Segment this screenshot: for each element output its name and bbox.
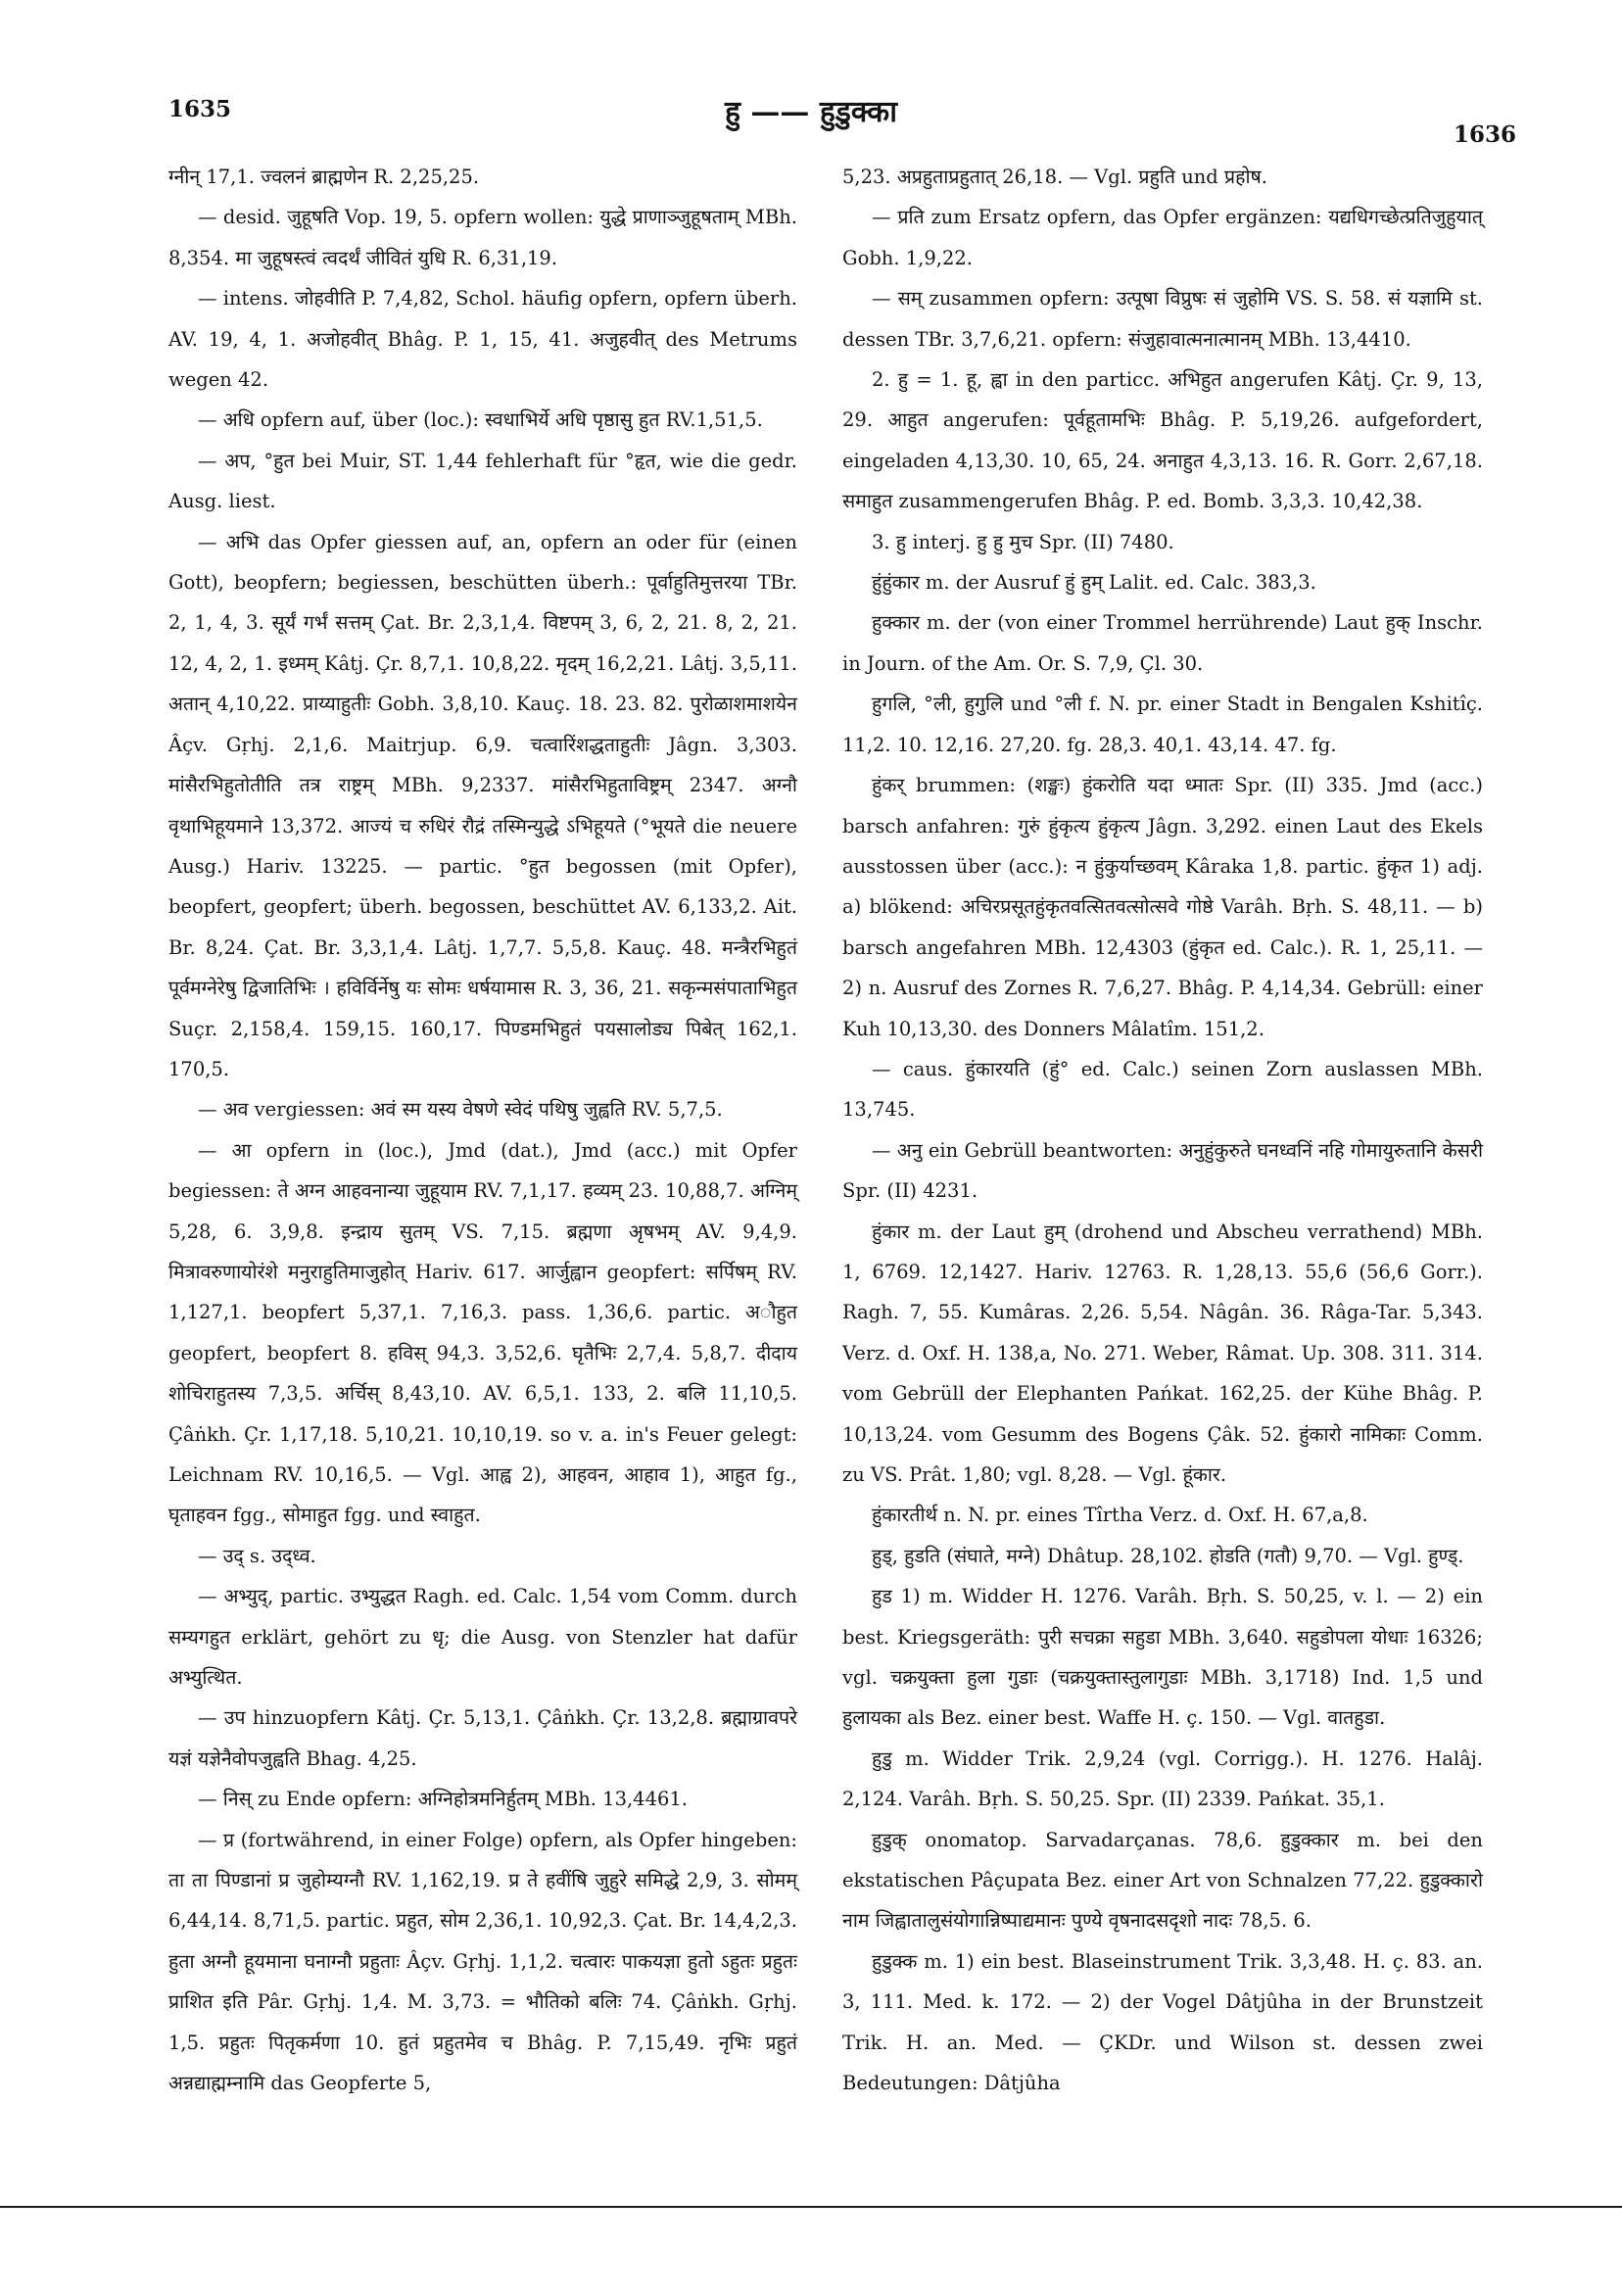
- entry-paragraph: — desid. जुहूषति Vop. 19, 5. opfern wollen: युद्धे प्राणाञ्जुहूषताम् MBh. 8,354. मा जुहूषस्त्वं त्वदर्थं जीवितं युधि R. 6,31,19.: [168, 206, 797, 269]
- entry-paragraph: — अभ्युद्, partic. उभ्युद्धत Ragh. ed. Calc. 1,54 vom Comm. durch सम्यगहुत erklärt, gehört zu धृ; die Ausg. von Stenzler hat dafür अभ्युत्थित.: [168, 1585, 797, 1690]
- entry-paragraph: हुडु m. Widder Trik. 2,9,24 (vgl. Corrigg.). H. 1276. Halâj. 2,124. Varâh. Bṛh. S. 50,25. Spr. (II) 2339. Pańkat. 35,1.: [842, 1746, 1483, 1811]
- entry-paragraph: — उद् s. उद्ध्व.: [198, 1544, 316, 1567]
- entry-paragraph: ग्नीन् 17,1. ज्वलनं ब्राह्मणेन R. 2,25,25.: [168, 166, 480, 188]
- entry-paragraph: हुडुक् onomatop. Sarvadarçanas. 78,6. हुडुक्कार m. bei den ekstatischen Pâçupata Bez. einer Art von Schnalzen 77,22. हुडुक्कारो नाम जिह्वातालुसंयोगान्निष्पाद्यमानः पुण्ये वृषनादसदृशो नादः 78,5. 6.: [842, 1828, 1483, 1933]
- entry-paragraph: — प्र (fortwährend, in einer Folge) opfern, als Opfer hingeben: ता ता पिण्डानां प्र जुहोम्यग्नौ RV. 1,162,19. प्र ते हवींषि जुहुरे समिद्धे 2,9, 3. सोमम् 6,44,14. 8,71,5. partic. प्रहुत, सोम 2,36,1. 10,92,3. Çat. Br. 14,4,2,3. हुता अग्नौ हूयमाना घनाग्नौ प्रहुताः Âçv. Gṛhj. 1,1,2. चत्वारः पाकयज्ञा हुतो ऽहुतः प्रहुतः प्राशित इति Pâr. Gṛhj. 1,4. M. 3,73. = भौतिको बलिः 74. Çâṅkh. Gṛhj. 1,5. प्रहुतः पितृकर्मणा 10. हुतं प्रहुतमेव च Bhâg. P. 7,15,49. नृभिः प्रहुतं अन्नद्याह्मम्नामि das Geopferte 5,: [168, 1828, 797, 2095]
- entry-paragraph: — intens. जोहवीति P. 7,4,82, Schol. häufig opfern, opfern überh. AV. 19, 4, 1. अजोहवीत् Bhâg. P. 1, 15, 41. अजुहवीत् des Metrums wegen 42.: [168, 287, 797, 392]
- right-column: [842, 157, 1483, 2104]
- entry-paragraph: — अव vergiessen: अवं स्म यस्य वेषणे स्वेदं पथिषु जुह्वति RV. 5,7,5.: [198, 1098, 723, 1122]
- entry-paragraph: — निस् zu Ende opfern: अग्निहोत्रमनिर्हुतम् MBh. 13,4461.: [198, 1788, 688, 1811]
- entry-paragraph: 3. हु interj. हु हु मुच Spr. (II) 7480.: [872, 530, 1174, 553]
- entry-paragraph: हुडुक्क m. 1) ein best. Blaseinstrument Trik. 3,3,48. H. ç. 83. an. 3, 111. Med. k. 172. — 2) der Vogel Dâtjûha in der Brunstzeit Trik. H. an. Med. — ÇKDr. und Wilson st. dessen zwei Bedeutungen: Dâtjûha: [842, 1949, 1483, 2095]
- entry-paragraph: हुड्, हुडति (संघाते, मग्ने) Dhâtup. 28,102. होडति (गतौ) 9,70. — Vgl. हुण्ड्.: [872, 1544, 1464, 1567]
- entry-paragraph: — प्रति zum Ersatz opfern, das Opfer ergänzen: यद्यधिगच्छेत्प्रतिजुहुयात् Gobh. 1,9,22.: [842, 206, 1483, 269]
- entry-paragraph: 2. हु = 1. हू, ह्वा in den particc. अभिहुत angerufen Kâtj. Çr. 9, 13, 29. आहुत angerufen: पूर्वहूतामभिः Bhâg. P. 5,19,26. aufgefordert, eingeladen 4,13,30. 10, 65, 24. अनाहुत 4,3,13. 16. R. Gorr. 2,67,18. समाहुत zusammengerufen Bhâg. P. ed. Bomb. 3,3,3. 10,42,38.: [842, 368, 1483, 513]
- page-header: [0, 90, 1622, 149]
- left-column: [168, 157, 797, 2104]
- entry-paragraph: — अप, °हुत bei Muir, ST. 1,44 fehlerhaft für °हृत, wie die gedr. Ausg. liest.: [168, 449, 797, 513]
- entry-paragraph: हुंकार m. der Laut हुम् (drohend und Abscheu verrathend) MBh. 1, 6769. 12,1427. Hariv. 12763. R. 1,28,13. 55,6 (56,6 Gorr.). Ragh. 7, 55. Kumâras. 2,26. 5,54. Nâgân. 36. Râga-Tar. 5,343. Verz. d. Oxf. H. 138,a, No. 271. Weber, Râmat. Up. 308. 311. 314. vom Gebrüll der Elephanten Pańkat. 162,25. der Kühe Bhâg. P. 10,13,24. vom Gesumm des Bogens Çâk. 52. हुंकारो नामिकाः Comm. zu VS. Prât. 1,80; vgl. 8,28. — Vgl. हूंकार.: [842, 1220, 1483, 1486]
- page-number-left: 1635: [168, 96, 232, 122]
- entry-paragraph: — उप hinzuopfern Kâtj. Çr. 5,13,1. Çâṅkh. Çr. 13,2,8. ब्रह्माग्रावपरे यज्ञं यज्ञेनैवोपजुह्वति Bhag. 4,25.: [168, 1706, 797, 1770]
- entry-paragraph: — अनु ein Gebrüll beantworten: अनुहुंकुरुते घनध्वनिं नहि गोमायुरुतानि केसरी Spr. (II) 4231.: [842, 1138, 1483, 1203]
- entry-paragraph: — अभि das Opfer giessen auf, an, opfern an oder für (einen Gott), beopfern; begiessen, beschütten überh.: पूर्वाहुतिमुत्तरया TBr. 2, 1, 4, 3. सूर्यं गर्भं सत्तम् Çat. Br. 2,3,1,4. विष्टपम् 3, 6, 2, 21. 8, 2, 21. 12, 4, 2, 1. इध्मम् Kâtj. Çr. 8,7,1. 10,8,22. मृदम् 16,2,21. Lâtj. 3,5,11. अतान् 4,10,22. प्राय्याहुतीः Gobh. 3,8,10. Kauç. 18. 23. 82. पुरोळाशमाशयेन Âçv. Gṛhj. 2,1,6. Maitrjup. 6,9. चत्वारिंशद्धताहुतीः Jâgn. 3,303. मांसैरभिहुतोतीति तत्र राष्ट्रम् MBh. 9,2337. मांसैरभिहुताविष्ट्रम् 2347. अग्नौ वृथाभिहूयमाने 13,372. आज्यं च रुधिरं रौद्रं तस्मिन्युद्धे ऽभिहूयते (°भूयते die neuere Ausg.) Hariv. 13225. — partic. °हुत begossen (mit Opfer), beopfert, geopfert; überh. begossen, beschüttet AV. 6,133,2. Ait. Br. 8,24. Çat. Br. 3,3,1,4. Lâtj. 1,7,7. 5,5,8. Kauç. 48. मन्त्रैरभिहुतं पूर्वमग्नेरेषु द्विजातिभिः । हविर्विर्नेषु यः सोमः धर्षयामास R. 3, 36, 21. सकृन्मसंपाताभिहुत Suçr. 2,158,4. 159,15. 160,17. पिण्डमभिहुतं पयसालोड्य पिबेत् 162,1. 170,5.: [168, 530, 797, 1080]
- entry-paragraph: — सम् zusammen opfern: उत्पूषा विप्रुषः सं जुहोमि VS. S. 58. सं यज्ञामि st. dessen TBr. 3,7,6,21. opfern: संजुहावात्मनात्मानम् MBh. 13,4410.: [842, 287, 1483, 351]
- page-number-right: 1636: [1454, 121, 1517, 148]
- entry-paragraph: हुंकारतीर्थ n. N. pr. eines Tîrtha Verz. d. Oxf. H. 67,a,8.: [872, 1504, 1368, 1527]
- footer-rule: [0, 2206, 1622, 2208]
- entry-paragraph: 5,23. अप्रहुताप्रहुतात् 26,18. — Vgl. प्रहुति und प्रहोष.: [842, 166, 1267, 188]
- entry-paragraph: — अधि opfern auf, über (loc.): स्वधाभिर्ये अधि पृष्ठासु हुत RV.1,51,5.: [198, 408, 763, 432]
- entry-paragraph: हुंहुंकार m. der Ausruf हुं हुम् Lalit. ed. Calc. 383,3.: [872, 571, 1316, 595]
- entry-paragraph: — caus. हुंकारयति (हुं° ed. Calc.) seinen Zorn auslassen MBh. 13,745.: [842, 1057, 1483, 1122]
- entry-paragraph: — आ opfern in (loc.), Jmd (dat.), Jmd (acc.) mit Opfer begiessen: ते अग्न आहवनान्या जुहूयाम RV. 7,1,17. हव्यम् 23. 10,88,7. अग्निम् 5,28, 6. 3,9,8. इन्द्राय सुतम् VS. 7,15. ब्रह्मणा अृषभम् AV. 9,4,9. मित्रावरुणायोरंशे मनुराहुतिमाजुहोत् Hariv. 617. आर्जुह्वान geopfert: सर्पिषम् RV. 1,127,1. beopfert 5,37,1. 7,16,3. pass. 1,36,6. partic. अौहुत geopfert, beopfert 8. हविस् 94,3. 3,52,6. घृतैभिः 2,7,4. 5,8,7. दीदाय शोचिराहुतस्य 7,3,5. अर्चिस् 8,43,10. AV. 6,5,1. 133, 2. बलि 11,10,5. Çâṅkh. Çr. 1,17,18. 5,10,21. 10,10,19. so v. a. in's Feuer gelegt: Leichnam RV. 10,16,5. — Vgl. आह्व 2), आहवन, आहाव 1), आहुत fg., घृताहवन fgg., सोमाहुत fgg. und स्वाहुत.: [168, 1138, 797, 1527]
- entry-paragraph: हुक्कार m. der (von einer Trommel herrührende) Laut हुक् Inschr. in Journ. of the Am. Or. S. 7,9, Çl. 30.: [842, 611, 1483, 675]
- running-head: हु —— हुडुक्का: [725, 95, 897, 129]
- entry-paragraph: हुड 1) m. Widder H. 1276. Varâh. Bṛh. S. 50,25, v. l. — 2) ein best. Kriegsgeräth: पुरी सचक्रा सहुडा MBh. 3,640. सहुडोपला योधाः 16326; vgl. चक्रयुक्ता हुला गुडाः (चक्रयुक्तास्तुलागुडाः MBh. 3,1718) Ind. 1,5 und हुलायका als Bez. einer best. Waffe H. ç. 150. — Vgl. वातहुडा.: [842, 1585, 1483, 1730]
- entry-paragraph: हुंकर् brummen: (शङ्खः) हुंकरोति यदा ध्मातः Spr. (II) 335. Jmd (acc.) barsch anfahren: गुरुं हुंकृत्य हुंकृत्य Jâgn. 3,292. einen Laut des Ekels ausstossen über (acc.): न हुंकुर्याच्छवम् Kâraka 1,8. partic. हुंकृत 1) adj. a) blökend: अचिरप्रसूतहुंकृतवत्सितवत्सोत्सवे गोष्ठे Varâh. Bṛh. S. 48,11. — b) barsch angefahren MBh. 12,4303 (हुंकृत ed. Calc.). R. 1, 25,11. — 2) n. Ausruf des Zornes R. 7,6,27. Bhâg. P. 4,14,34. Gebrüll: einer Kuh 10,13,30. des Donners Mâlatîm. 151,2.: [842, 774, 1483, 1040]
- entry-paragraph: हुगलि, °ली, हुगुलि und °ली f. N. pr. einer Stadt in Bengalen Kshitîç. 11,2. 10. 12,16. 27,20. fg. 28,3. 40,1. 43,14. 47. fg.: [842, 693, 1483, 756]
